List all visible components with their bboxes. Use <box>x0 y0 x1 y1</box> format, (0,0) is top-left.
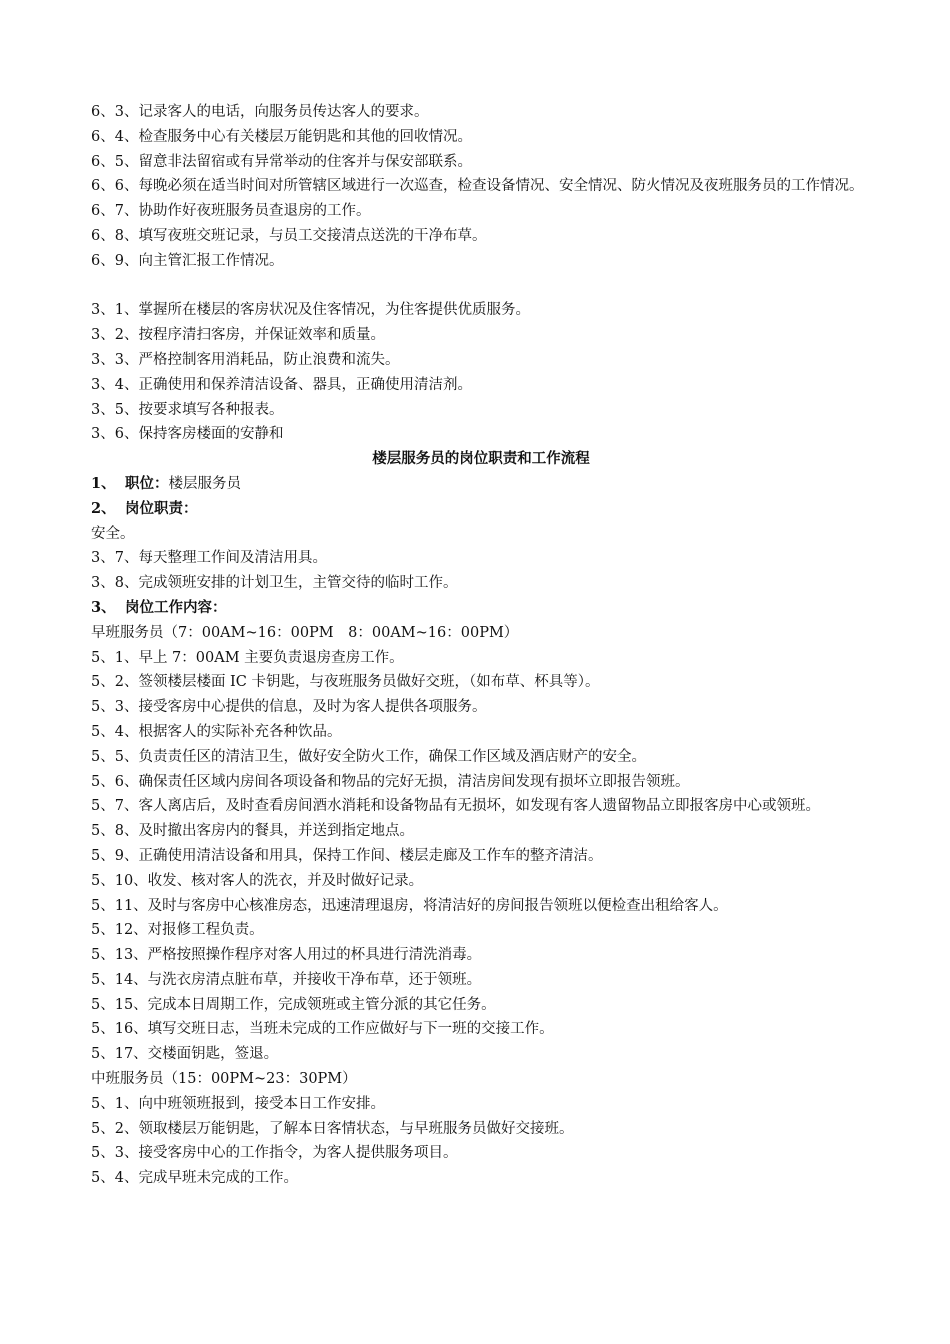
list-item: 5、16、填写交班日志，当班未完成的工作应做好与下一班的交接工作。 <box>91 1021 554 1038</box>
heading-work-content <box>91 596 871 621</box>
list-item: 5、3、接受客房中心的工作指令，为客人提供服务项目。 <box>91 1145 458 1162</box>
list-item: 5、15、完成本日周期工作，完成领班或主管分派的其它任务。 <box>91 996 496 1013</box>
list-item: 5、12、对报修工程负责。 <box>91 922 264 939</box>
list-item: 5、4、完成早班未完成的工作。 <box>91 1170 298 1187</box>
text-line: 6、4、检查服务中心有关楼层万能钥匙和其他的回收情况。 <box>91 128 472 145</box>
text-line: 6、9、向主管汇报工作情况。 <box>91 252 284 269</box>
text-line: 安全。 <box>91 525 135 542</box>
heading-text: 职位： <box>125 474 169 492</box>
heading-number: 1、 <box>91 474 116 492</box>
heading-number: 3、 <box>91 598 116 616</box>
text-line: 3、3、严格控制客用消耗品，防止浪费和流失。 <box>91 351 400 368</box>
heading-position <box>91 472 871 497</box>
text-line: 6、8、填写夜班交班记录，与员工交接清点送洗的干净布草。 <box>91 227 487 244</box>
list-item: 5、9、正确使用清洁设备和用具，保持工作间、楼层走廊及工作车的整齐清洁。 <box>91 847 603 864</box>
list-item: 5、14、与洗衣房清点脏布草，并接收干净布草，还于领班。 <box>91 971 482 988</box>
heading-duties <box>91 497 871 522</box>
heading-text: 岗位职责： <box>125 499 198 517</box>
heading-text: 岗位工作内容： <box>125 598 227 616</box>
document-page <box>91 100 871 1191</box>
list-item: 5、13、严格按照操作程序对客人用过的杯具进行清洗消毒。 <box>91 947 482 964</box>
list-item: 5、7、客人离店后，及时查看房间酒水消耗和设备物品有无损坏，如发现有客人遗留物品立即报客房中心或领班。 <box>91 798 820 815</box>
position-value: 楼层服务员 <box>168 475 241 492</box>
text-line: 3、6、保持客房楼面的安静和 <box>91 426 284 443</box>
text-line: 6、5、留意非法留宿或有异常举动的住客并与保安部联系。 <box>91 153 472 170</box>
list-item: 5、6、确保责任区域内房间各项设备和物品的完好无损，清洁房间发现有损坏立即报告领班。 <box>91 773 690 790</box>
text-line: 3、8、完成领班安排的计划卫生，主管交待的临时工作。 <box>91 575 458 592</box>
list-item: 5、2、领取楼层万能钥匙，了解本日客情状态，与早班服务员做好交接班。 <box>91 1120 574 1137</box>
list-item: 5、8、及时撤出客房内的餐具，并送到指定地点。 <box>91 823 414 840</box>
shift-header-middle: 中班服务员（15：00PM~23：30PM） <box>91 1071 357 1088</box>
text-line: 6、6、每晚必须在适当时间对所管辖区域进行一次巡查，检查设备情况、安全情况、防火情况及夜班服务员的工作情况。 <box>91 178 864 195</box>
list-item: 5、3、接受客房中心提供的信息，及时为客人提供各项服务。 <box>91 699 487 716</box>
text-line: 3、4、正确使用和保养清洁设备、器具，正确使用清洁剂。 <box>91 376 472 393</box>
text-line: 3、5、按要求填写各种报表。 <box>91 401 284 418</box>
text-line: 6、7、协助作好夜班服务员查退房的工作。 <box>91 203 371 220</box>
text-line: 3、7、每天整理工作间及清洁用具。 <box>91 550 327 567</box>
list-item: 5、5、负责责任区的清洁卫生，做好安全防火工作，确保工作区域及酒店财产的安全。 <box>91 748 646 765</box>
document-title: 楼层服务员的岗位职责和工作流程 <box>372 450 590 468</box>
blank-line <box>91 274 871 299</box>
list-item: 5、11、及时与客房中心核准房态，迅速清理退房，将清洁好的房间报告领班以便检查出租给客人。 <box>91 897 728 914</box>
shift-header-morning: 早班服务员（7：00AM~16：00PM 8：00AM~16：00PM） <box>91 624 519 641</box>
text-line: 3、1、掌握所在楼层的客房状况及住客情况，为住客提供优质服务。 <box>91 302 530 319</box>
text-line: 6、3、记录客人的电话，向服务员传达客人的要求。 <box>91 104 429 120</box>
list-item: 5、4、根据客人的实际补充各种饮品。 <box>91 723 342 740</box>
list-item: 5、1、向中班领班报到，接受本日工作安排。 <box>91 1095 385 1112</box>
list-item: 5、10、收发、核对客人的洗衣，并及时做好记录。 <box>91 872 424 889</box>
list-item: 5、1、早上 7：00AM 主要负责退房查房工作。 <box>91 649 404 666</box>
list-item: 5、2、签领楼层楼面 IC 卡钥匙，与夜班服务员做好交班，（如布草、杯具等）。 <box>91 674 600 691</box>
list-item: 5、17、交楼面钥匙，签退。 <box>91 1046 279 1063</box>
text-line: 3、2、按程序清扫客房，并保证效率和质量。 <box>91 327 385 344</box>
heading-number: 2、 <box>91 499 116 517</box>
